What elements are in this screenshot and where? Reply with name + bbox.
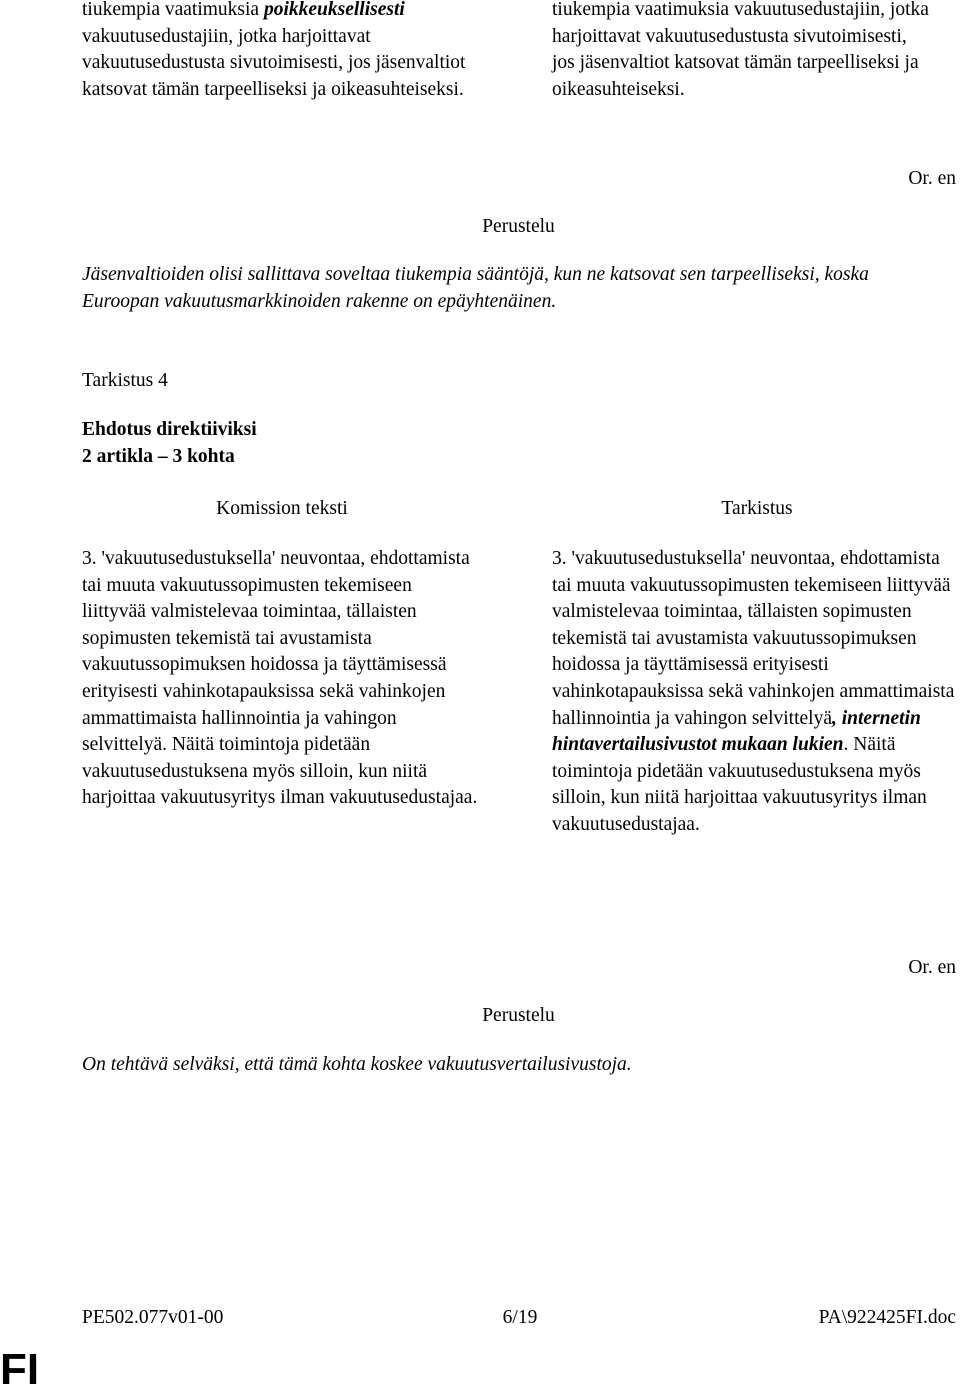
top-right-paragraph: tiukempia vaatimuksia vakuutusedustajiin, jotka harjoittavat vakuutusedustusta sivutoimisesti, jos jäsenvaltiot katsovat tämän tarpeelliseksi ja oikeasuhteiseksi.	[552, 0, 929, 100]
amendment-label: Tarkistus	[82, 370, 154, 391]
amendment-text-part1: 3. 'vakuutusedustuksella' neuvontaa, ehdottamista tai muuta vakuutussopimusten tekemiseen liittyvää valmistelevaa toimintaa, tällaisten sopimusten tekemistä tai avustamista vakuutussopimuksen hoidossa ja täyttämisessä erityisesti vahinkotapauksissa sekä vahinkojen ammattimaista hallinnointia ja vahingon selvittelyä	[552, 548, 955, 729]
amendment-text-part2: . Näitä toimintoja pidetään vakuutusedustuksena myös silloin, kun niitä harjoittaa vakuutusyritys ilman vakuutusedustajaa.	[552, 734, 927, 835]
justification-text-2: On tehtävä selväksi, että tämä kohta koskee vakuutusvertailusivustoja.	[82, 1054, 632, 1075]
original-language-marker: Or. en	[908, 168, 956, 189]
top-left-rest: vakuutusedustajiin, jotka harjoittavat vakuutusedustusta sivutoimisesti, jos jäsenvaltiot katsovat tämän tarpeelliseksi ja oikeasuhteiseksi.	[82, 25, 466, 100]
amendment-text-body	[552, 546, 958, 839]
proposal-title: Ehdotus direktiiviksi	[82, 419, 257, 440]
commission-text-body: 3. 'vakuutusedustuksella' neuvontaa, ehdottamista tai muuta vakuutussopimusten tekemiseen liittyvää valmistelevaa toimintaa, tällaisten sopimusten tekemistä tai avustamista vakuutussopimuksen hoidossa ja täyttämisessä erityisesti vahinkotapauksissa sekä vahinkojen ammattimaista hallinnointia ja vahingon selvittelyä. Näitä toimintoja pidetään vakuutusedustuksena myös silloin, kun niitä harjoittaa vakuutusyritys ilman vakuutusedustajaa.	[82, 548, 478, 809]
justification-text: Jäsenvaltioiden olisi sallittava soveltaa tiukempia sääntöjä, kun ne katsovat sen tarpeelliseksi, koska Euroopan vakuutusmarkkinoiden rakenne on epäyhtenäinen.	[82, 264, 869, 312]
top-left-emphasis: poikkeuksellisesti	[263, 0, 405, 20]
footer-page-number: 6/19	[502, 1307, 538, 1328]
original-language-marker-2: Or. en	[908, 957, 956, 978]
article-reference: 2 artikla – 3 kohta	[82, 446, 235, 467]
amendment-title	[82, 368, 168, 395]
amendment-column-header: Tarkistus	[721, 498, 793, 519]
amendment-number: 4	[158, 370, 168, 391]
amendment-text-added: , internetin hintavertailusivustot mukaan lukien	[552, 707, 921, 756]
justification-heading-2: Perustelu	[482, 1005, 555, 1026]
language-code: FI	[0, 1345, 40, 1394]
top-left-lead: tiukempia vaatimuksia	[82, 0, 264, 20]
footer-file-reference: PA\922425FI.doc	[818, 1307, 956, 1328]
commission-text-header: Komission teksti	[216, 498, 348, 519]
top-left-paragraph	[82, 0, 482, 103]
justification-heading: Perustelu	[482, 216, 555, 237]
footer-document-reference: PE502.077v01-00	[82, 1307, 224, 1328]
